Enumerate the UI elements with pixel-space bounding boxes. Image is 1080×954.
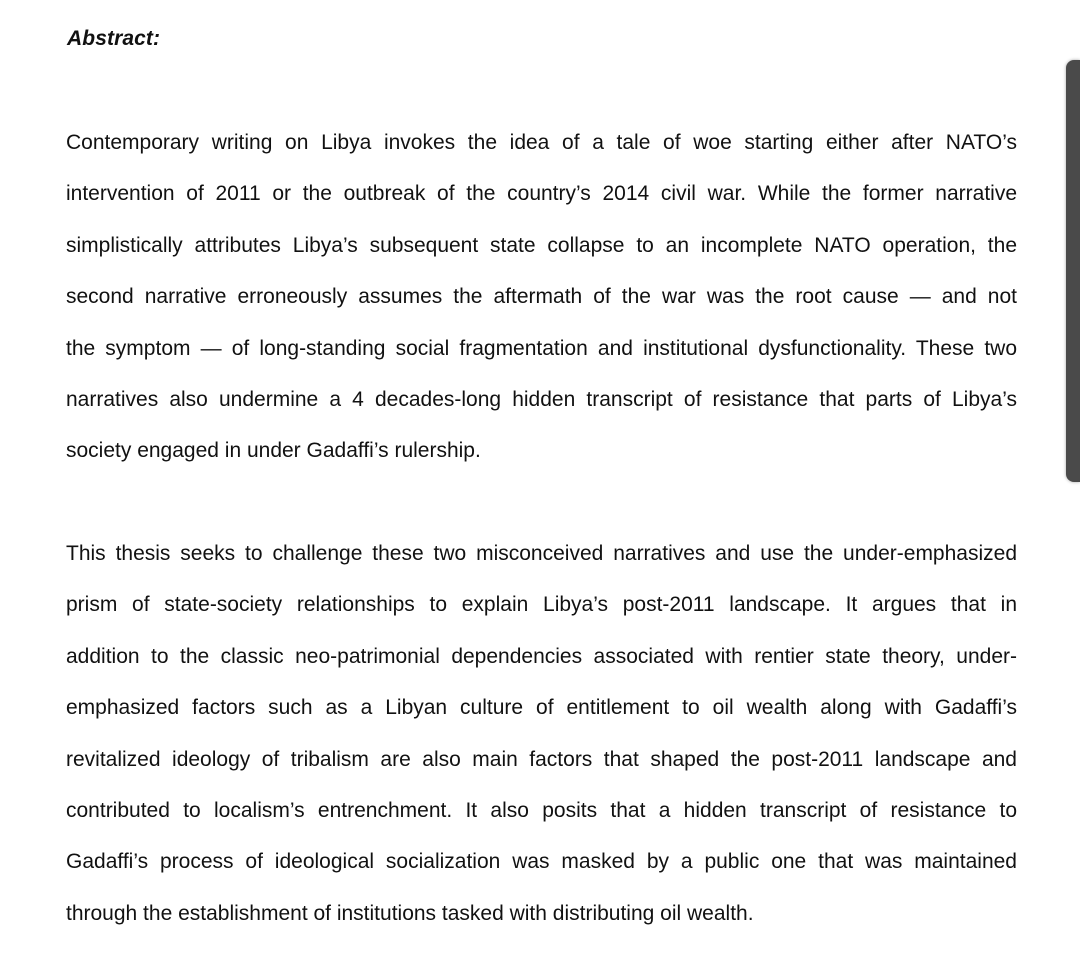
abstract-heading: Abstract:: [67, 27, 161, 50]
paragraph-line: Gadaffi’s process of ideological socialization was masked by a public one that was maintained: [66, 850, 1017, 874]
paragraph-line: intervention of 2011 or the outbreak of the country’s 2014 civil war. While the former narrative: [66, 182, 1017, 206]
paragraph-line: emphasized factors such as a Libyan culture of entitlement to oil wealth along with Gadaffi’s: [66, 696, 1017, 720]
paragraph-line: society engaged in under Gadaffi’s rulership.: [66, 439, 481, 463]
paragraph-line: the symptom — of long-standing social fragmentation and institutional dysfunctionality. These two: [66, 336, 1017, 360]
scroll-handle[interactable]: [1066, 60, 1080, 482]
paragraph-line: revitalized ideology of tribalism are also main factors that shaped the post-2011 landscape and: [66, 747, 1017, 771]
paragraph-line: This thesis seeks to challenge these two misconceived narratives and use the under-emphasized: [66, 542, 1017, 565]
paragraph-line: addition to the classic neo-patrimonial dependencies associated with rentier state theory, under-: [66, 644, 1017, 668]
paragraph-line: narratives also undermine a 4 decades-long hidden transcript of resistance that parts of Libya’s: [66, 388, 1017, 412]
paragraph-line: through the establishment of institutions tasked with distributing oil wealth.: [66, 901, 754, 925]
paragraph-line: second narrative erroneously assumes the aftermath of the war was the root cause — and not: [66, 285, 1017, 309]
abstract-paragraph-1: [66, 117, 1017, 477]
paragraph-line: contributed to localism’s entrenchment. It also posits that a hidden transcript of resistance to: [66, 799, 1017, 823]
paragraph-line: Contemporary writing on Libya invokes the idea of a tale of woe starting either after NATO’s: [66, 131, 1017, 154]
paragraph-line: prism of state-society relationships to explain Libya’s post-2011 landscape. It argues that in: [66, 593, 1017, 617]
paragraph-line: simplistically attributes Libya’s subsequent state collapse to an incomplete NATO operation, the: [66, 233, 1017, 257]
abstract-paragraph-2: [66, 528, 1017, 939]
